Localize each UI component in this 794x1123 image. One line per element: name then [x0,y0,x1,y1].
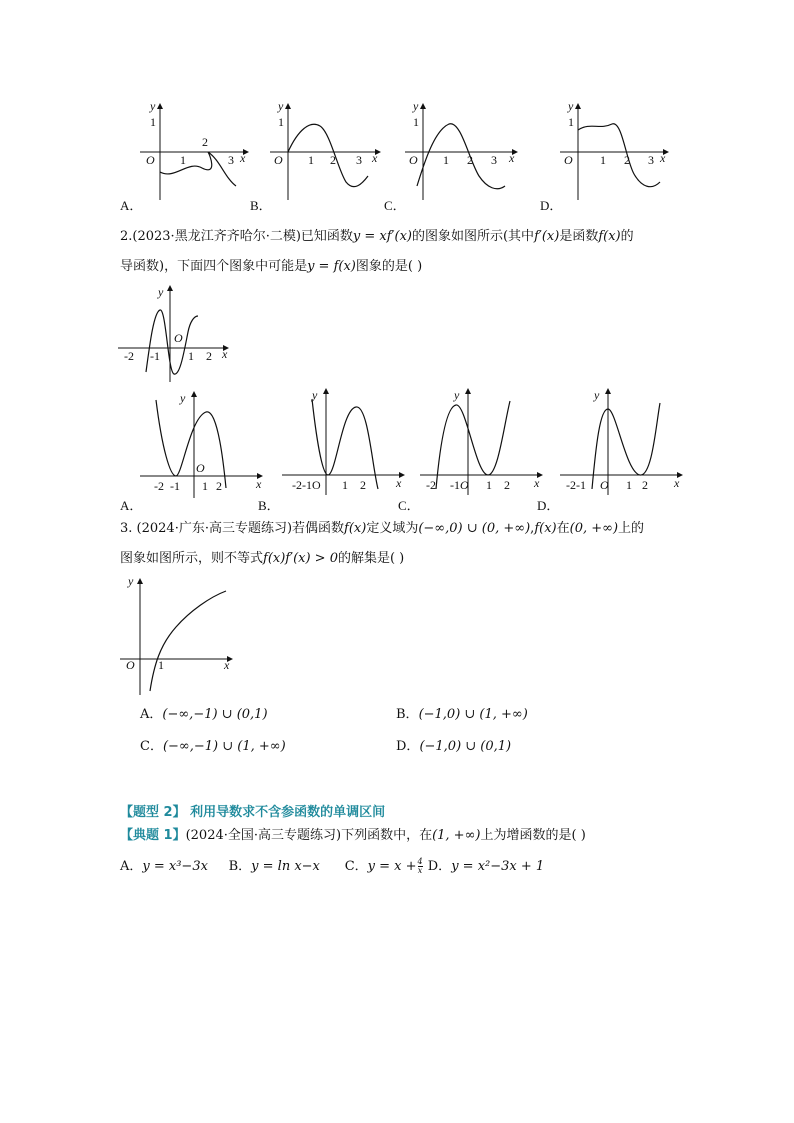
q3-function-graph [120,575,245,695]
svg-text:1: 1 [188,349,194,363]
svg-text:x: x [240,151,246,165]
q3-option-b[interactable]: B．(−1,0) ∪ (1, +∞) [396,707,528,722]
svg-text:y: y [278,99,284,113]
example-option-b[interactable]: B．y = ln x−x [228,859,320,874]
svg-text:2: 2 [202,135,208,149]
example-stem: 【典题 1】(2024·全国·高三专题练习)下列函数中，在(1, +∞)上为增函数的是( ) [120,828,586,843]
svg-text:y: y [128,574,134,588]
q3-stem-line1: 3. (2024·广东·高三专题练习)若偶函数f(x)定义域为(−∞,0) ∪ (0, +∞),f(x)在(0, +∞)上的 [120,521,645,536]
q2-graph-c [420,385,550,495]
svg-text:x: x [396,476,402,490]
svg-text:O: O [409,153,418,167]
q2-derivative-graph [118,282,238,382]
svg-text:2: 2 [504,478,510,492]
q2-graph-d [560,385,690,495]
svg-text:1: 1 [202,479,208,493]
svg-text:O: O [460,478,469,492]
svg-text:x: x [534,476,540,490]
svg-text:y: y [180,391,186,405]
svg-text:x: x [509,151,515,165]
section-header: 【题型 2】 利用导数求不含参函数的单调区间 [120,805,386,820]
q2-option-c[interactable]: C． [398,498,420,513]
svg-text:2: 2 [467,153,473,167]
svg-text:O: O [146,153,155,167]
svg-text:1: 1 [342,478,348,492]
q2-stem-line2: 导函数)，下面四个图象中可能是y = f(x)图象的是( ) [120,259,423,274]
svg-text:1: 1 [443,153,449,167]
svg-text:x: x [674,476,680,490]
svg-text:x: x [256,477,262,491]
svg-text:x: x [224,658,230,672]
q1-option-b[interactable]: B． [250,198,272,213]
svg-text:y: y [568,99,574,113]
example-option-d[interactable]: D．y = x²−3x + 1 [427,859,545,874]
q3-option-c[interactable]: C．(−∞,−1) ∪ (1, +∞) [140,739,286,754]
svg-text:3: 3 [356,153,362,167]
svg-text:y: y [413,99,419,113]
svg-text:3: 3 [491,153,497,167]
q1-graph-a [140,100,260,200]
q2-option-d[interactable]: D． [537,498,560,513]
svg-text:1: 1 [158,658,164,672]
svg-text:-2-1: -2-1 [566,478,586,492]
q2-graph-b [282,385,412,495]
svg-text:x: x [222,347,228,361]
svg-text:1: 1 [568,115,574,129]
svg-text:2: 2 [330,153,336,167]
q1-option-a[interactable]: A． [120,198,143,213]
svg-text:-2: -2 [124,349,134,363]
svg-text:y: y [594,388,600,402]
svg-text:2: 2 [642,478,648,492]
svg-text:1: 1 [486,478,492,492]
q2-option-b[interactable]: B． [258,498,280,513]
svg-text:x: x [372,151,378,165]
svg-text:O: O [174,331,183,345]
q1-option-d[interactable]: D． [540,198,563,213]
example-options [120,858,544,876]
q1-option-c[interactable]: C． [384,198,406,213]
svg-text:y: y [454,388,460,402]
svg-text:O: O [600,478,609,492]
svg-text:-2-1O: -2-1O [292,478,321,492]
svg-text:3: 3 [648,153,654,167]
svg-text:-1: -1 [450,478,460,492]
example-tag: 【典题 1】 [120,828,186,843]
q2-option-a[interactable]: A． [120,498,143,513]
svg-text:2: 2 [206,349,212,363]
example-option-c[interactable]: C．y = x + $\frac{4}{x}$ [344,857,423,875]
q1-graph-b [270,100,390,200]
example-option-a[interactable]: A．y = x³−3x [120,859,208,874]
svg-text:1: 1 [278,115,284,129]
q3-option-a[interactable]: A．(−∞,−1) ∪ (0,1) [140,707,268,722]
svg-text:2: 2 [216,479,222,493]
svg-text:1: 1 [413,115,419,129]
svg-text:y: y [158,285,164,299]
svg-text:O: O [196,461,205,475]
svg-text:1: 1 [600,153,606,167]
svg-text:1: 1 [150,115,156,129]
svg-text:1: 1 [308,153,314,167]
svg-text:2: 2 [360,478,366,492]
svg-text:y: y [312,388,318,402]
svg-text:-2: -2 [154,479,164,493]
q3-option-d[interactable]: D．(−1,0) ∪ (0,1) [396,739,512,754]
svg-text:O: O [126,658,135,672]
svg-text:-1: -1 [170,479,180,493]
svg-text:-2: -2 [426,478,436,492]
svg-text:1: 1 [180,153,186,167]
y-label: y [150,99,156,113]
svg-text:O: O [274,153,283,167]
q2-graph-a [140,388,270,498]
svg-text:-1: -1 [150,349,160,363]
svg-text:O: O [564,153,573,167]
svg-text:2: 2 [624,153,630,167]
svg-text:x: x [660,151,666,165]
svg-text:1: 1 [626,478,632,492]
q1-graph-d [560,100,680,200]
fraction: $\frac{4}{x}$ [417,857,423,875]
q3-stem-line2: 图象如图所示，则不等式f(x)f′(x) > 0的解集是( ) [120,551,405,566]
q1-graph-c [405,100,525,200]
svg-text:3: 3 [228,153,234,167]
q2-stem-line1: 2.(2023·黑龙江齐齐哈尔·二模)已知函数y = xf′(x)的图象如图所示(其中f′(x)是函数f(x)的 [120,229,634,244]
